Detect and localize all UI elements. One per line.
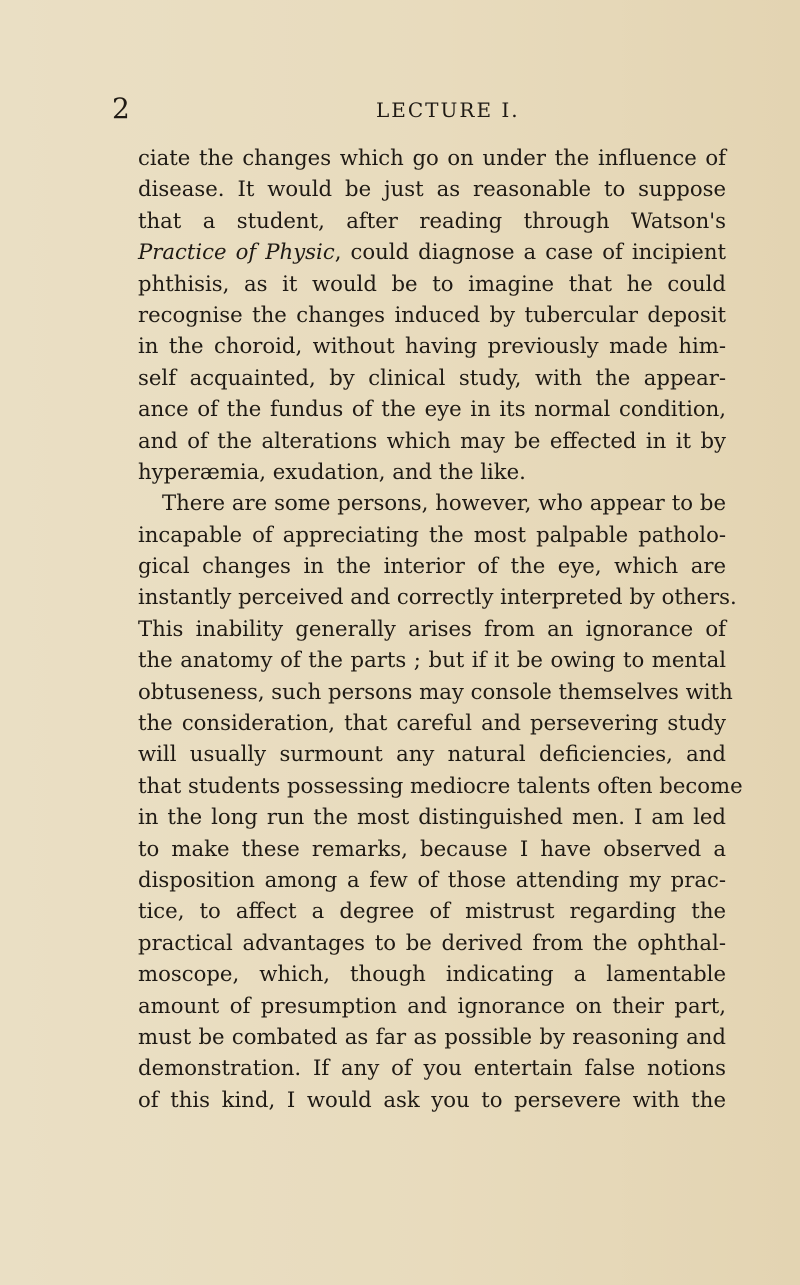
text-line: moscope, which, though indicating a lamentable	[138, 961, 726, 987]
text-line: that a student, after reading through Watson's	[138, 207, 726, 233]
text-line: incapable of appreciating the most palpable patholo-	[138, 521, 726, 547]
text-line: amount of presumption and ignorance on their part,	[138, 992, 726, 1018]
text-line: that students possessing mediocre talents often become	[138, 772, 743, 798]
running-head	[112, 92, 727, 126]
page-number: 2	[112, 92, 130, 125]
text-line: the consideration, that careful and persevering study	[138, 710, 726, 736]
running-title: LECTURE I.	[376, 98, 520, 122]
book-title-italic: Practice of Physic	[138, 239, 335, 265]
text-line: must be combated as far as possible by reasoning and	[138, 1023, 726, 1049]
text-line: hyperæmia, exudation, and the like.	[138, 458, 526, 484]
text-line: phthisis, as it would be to imagine that he could	[138, 270, 726, 296]
text-line-with-title	[138, 236, 726, 267]
text-line: will usually surmount any natural deficiencies, and	[138, 741, 726, 767]
text-line: This inability generally arises from an ignorance of	[138, 615, 726, 641]
text-line: tice, to affect a degree of mistrust regarding the	[138, 898, 726, 924]
text-line: to make these remarks, because I have observed a	[138, 835, 726, 861]
text-line: practical advantages to be derived from the ophthal-	[138, 929, 726, 955]
text-line-remainder: , could diagnose a case of incipient	[334, 239, 726, 265]
text-line: ance of the fundus of the eye in its normal condition,	[138, 396, 726, 422]
text-line: ciate the changes which go on under the influence of	[138, 145, 726, 170]
text-line: obtuseness, such persons may console themselves with	[138, 678, 733, 704]
text-line: in the choroid, without having previously made him-	[138, 333, 726, 359]
text-line: in the long run the most distinguished men. I am led	[138, 804, 726, 830]
text-line: and of the alterations which may be effected in it by	[138, 427, 726, 453]
text-line: gical changes in the interior of the eye, which are	[138, 553, 726, 579]
text-line: demonstration. If any of you entertain false notions	[138, 1055, 726, 1081]
text-line: recognise the changes induced by tubercular deposit	[138, 301, 726, 327]
text-line: of this kind, I would ask you to persevere with the	[138, 1086, 726, 1112]
paragraph-start-line: There are some persons, however, who appear to be	[162, 490, 726, 516]
text-line: self acquainted, by clinical study, with the appear-	[138, 364, 726, 390]
text-line: instantly perceived and correctly interpreted by others.	[138, 584, 737, 610]
text-line: the anatomy of the parts ; but if it be owing to mental	[138, 647, 726, 673]
text-line: disease. It would be just as reasonable to suppose	[138, 176, 726, 202]
body-text	[138, 142, 743, 1115]
text-line: disposition among a few of those attending my prac-	[138, 866, 726, 892]
